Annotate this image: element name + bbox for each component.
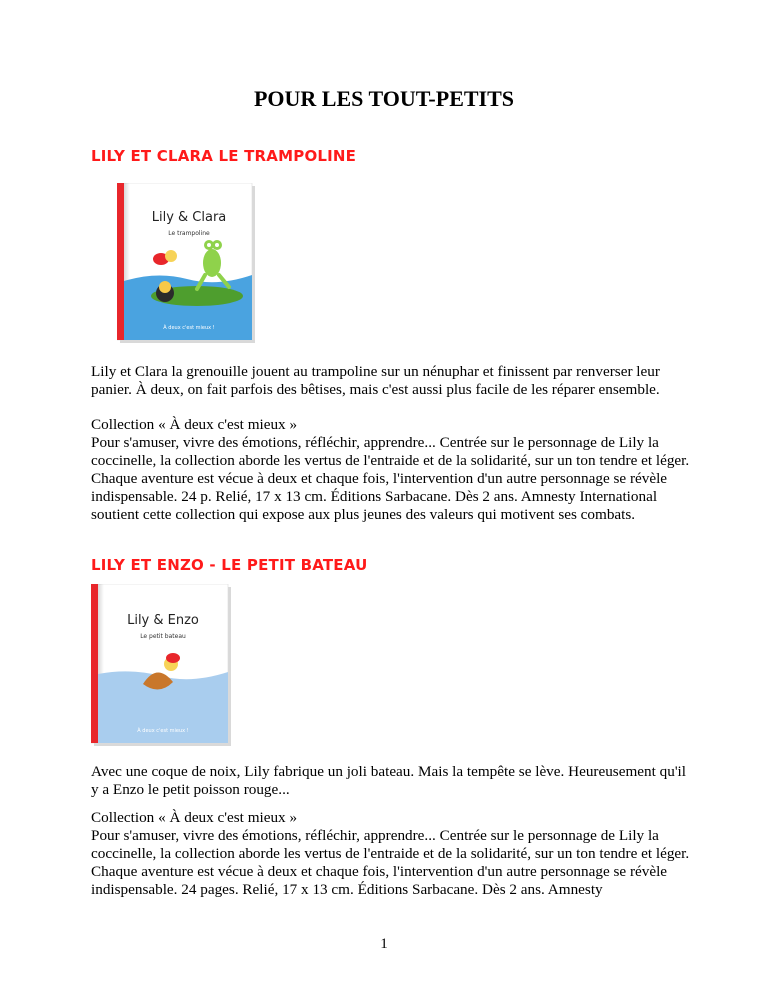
frog-illustration xyxy=(203,249,221,277)
page-number: 1 xyxy=(380,936,388,952)
cover-subtitle: Le petit bateau xyxy=(140,633,186,640)
book-cover-lily-clara xyxy=(117,183,255,343)
cover-collection: À deux c'est mieux ! xyxy=(137,728,189,734)
collection-line-lily-enzo: Collection « À deux c'est mieux » xyxy=(91,809,298,826)
book-cover-lily-enzo xyxy=(91,584,231,746)
section-title-lily-enzo: LILY ET ENZO - LE PETIT BATEAU xyxy=(91,556,368,574)
collection-text-lily-clara: Pour s'amuser, vivre des émotions, réfléchir, apprendre... Centrée sur le personnage de Lily la coccinelle, la collection aborde les vertus de l'entraide et de la solidarité, sur un ton tendre et léger. Chaque aventure est vécue à deux et chaque fois, l'intervention d'un autre personnage se révèle indispensable. 24 p. Relié, 17 x 13 cm. Éditions Sarbacane. Dès 2 ans. Amnesty International soutient cette collection qui expose aux plus jeunes des valeurs qui motivent ses combats. xyxy=(91,434,690,523)
book-description-lily-clara: Lily et Clara la grenouille jouent au trampoline sur un nénuphar et finissent par renverser leur panier. À deux, on fait parfois des bêtises, mais c'est aussi plus facile de les réparer ensemble. xyxy=(91,363,660,398)
cover-subtitle: Le trampoline xyxy=(168,230,210,237)
book-cover-lily-clara-illustration xyxy=(117,183,255,343)
page-title: POUR LES TOUT-PETITS xyxy=(253,86,515,111)
section-title-lily-clara: LILY ET CLARA LE TRAMPOLINE xyxy=(91,147,357,165)
book-description-lily-enzo: Avec une coque de noix, Lily fabrique un joli bateau. Mais la tempête se lève. Heureusement qu'il y a Enzo le petit poisson rouge... xyxy=(91,763,686,798)
cover-title: Lily & Clara xyxy=(151,210,227,225)
cover-spine xyxy=(117,183,124,340)
book-cover-lily-enzo-illustration xyxy=(91,584,231,746)
cover-collection: À deux c'est mieux ! xyxy=(163,325,215,331)
collection-text-lily-enzo: Pour s'amuser, vivre des émotions, réfléchir, apprendre... Centrée sur le personnage de Lily la coccinelle, la collection aborde les vertus de l'entraide et de la solidarité, sur un ton tendre et léger. Chaque aventure est vécue à deux et chaque fois, l'intervention d'un autre personnage se révèle indispensable. 24 pages. Relié, 17 x 13 cm. Éditions Sarbacane. Dès 2 ans. Amnesty xyxy=(91,827,690,898)
collection-line-lily-clara: Collection « À deux c'est mieux » xyxy=(91,416,298,433)
cover-spine xyxy=(91,584,98,743)
cover-title: Lily & Enzo xyxy=(127,613,199,628)
